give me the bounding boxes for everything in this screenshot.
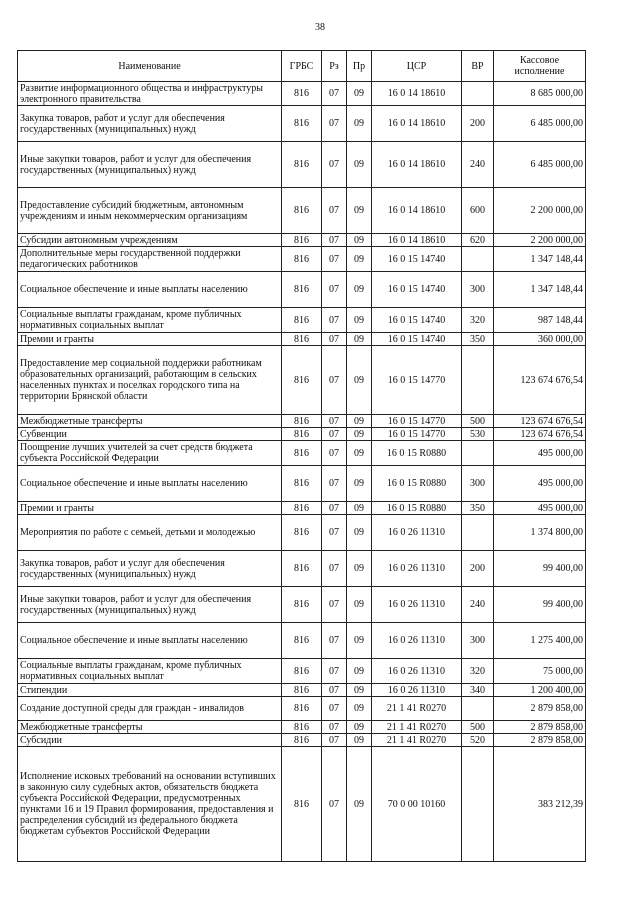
cell-pr: 09 bbox=[347, 721, 372, 734]
cell-amount: 987 148,44 bbox=[494, 308, 586, 333]
cell-pr: 09 bbox=[347, 415, 372, 428]
cell-rz: 07 bbox=[322, 272, 347, 308]
cell-name: Иные закупки товаров, работ и услуг для обеспечения государственных (муниципальных) нужд bbox=[18, 142, 282, 188]
cell-amount: 2 200 000,00 bbox=[494, 188, 586, 234]
cell-name: Дополнительные меры государственной поддержки педагогических работников bbox=[18, 247, 282, 272]
cell-grbs: 816 bbox=[282, 466, 322, 502]
cell-vr bbox=[462, 747, 494, 862]
cell-name: Поощрение лучших учителей за счет средств бюджета субъекта Российской Федерации bbox=[18, 441, 282, 466]
cell-pr: 09 bbox=[347, 106, 372, 142]
cell-csr: 16 0 14 18610 bbox=[372, 188, 462, 234]
cell-amount: 1 200 400,00 bbox=[494, 684, 586, 697]
cell-csr: 16 0 26 11310 bbox=[372, 551, 462, 587]
cell-grbs: 816 bbox=[282, 515, 322, 551]
cell-grbs: 816 bbox=[282, 684, 322, 697]
cell-grbs: 816 bbox=[282, 721, 322, 734]
cell-vr: 500 bbox=[462, 721, 494, 734]
cell-pr: 09 bbox=[347, 441, 372, 466]
cell-vr bbox=[462, 697, 494, 721]
table-header-row bbox=[18, 51, 586, 82]
cell-name: Субсидии bbox=[18, 734, 282, 747]
cell-rz: 07 bbox=[322, 428, 347, 441]
header-name: Наименование bbox=[18, 51, 282, 82]
cell-grbs: 816 bbox=[282, 308, 322, 333]
cell-pr: 09 bbox=[347, 623, 372, 659]
cell-vr: 340 bbox=[462, 684, 494, 697]
cell-csr: 16 0 26 11310 bbox=[372, 659, 462, 684]
cell-vr: 350 bbox=[462, 502, 494, 515]
table-row bbox=[18, 106, 586, 142]
cell-csr: 70 0 00 10160 bbox=[372, 747, 462, 862]
cell-csr: 16 0 26 11310 bbox=[372, 515, 462, 551]
header-grbs: ГРБС bbox=[282, 51, 322, 82]
cell-amount: 2 879 858,00 bbox=[494, 721, 586, 734]
cell-name: Закупка товаров, работ и услуг для обеспечения государственных (муниципальных) нужд bbox=[18, 106, 282, 142]
table-row bbox=[18, 721, 586, 734]
cell-vr: 520 bbox=[462, 734, 494, 747]
cell-csr: 16 0 15 14770 bbox=[372, 428, 462, 441]
cell-pr: 09 bbox=[347, 502, 372, 515]
cell-vr: 300 bbox=[462, 623, 494, 659]
cell-grbs: 816 bbox=[282, 82, 322, 106]
cell-amount: 1 347 148,44 bbox=[494, 247, 586, 272]
cell-name: Социальные выплаты гражданам, кроме публичных нормативных социальных выплат bbox=[18, 659, 282, 684]
cell-csr: 16 0 15 R0880 bbox=[372, 466, 462, 502]
cell-pr: 09 bbox=[347, 684, 372, 697]
table-row bbox=[18, 623, 586, 659]
cell-rz: 07 bbox=[322, 747, 347, 862]
cell-pr: 09 bbox=[347, 272, 372, 308]
cell-rz: 07 bbox=[322, 466, 347, 502]
cell-pr: 09 bbox=[347, 234, 372, 247]
header-pr: Пр bbox=[347, 51, 372, 82]
cell-csr: 16 0 14 18610 bbox=[372, 234, 462, 247]
header-vr: ВР bbox=[462, 51, 494, 82]
cell-name: Стипендии bbox=[18, 684, 282, 697]
cell-csr: 16 0 15 14740 bbox=[372, 247, 462, 272]
cell-csr: 16 0 15 14740 bbox=[372, 272, 462, 308]
cell-name: Закупка товаров, работ и услуг для обеспечения государственных (муниципальных) нужд bbox=[18, 551, 282, 587]
cell-csr: 21 1 41 R0270 bbox=[372, 697, 462, 721]
cell-amount: 1 275 400,00 bbox=[494, 623, 586, 659]
cell-csr: 16 0 15 14740 bbox=[372, 308, 462, 333]
cell-name: Премии и гранты bbox=[18, 502, 282, 515]
header-csr: ЦСР bbox=[372, 51, 462, 82]
cell-csr: 16 0 15 14770 bbox=[372, 415, 462, 428]
cell-rz: 07 bbox=[322, 587, 347, 623]
cell-vr: 620 bbox=[462, 234, 494, 247]
table-row bbox=[18, 188, 586, 234]
table-row bbox=[18, 234, 586, 247]
cell-grbs: 816 bbox=[282, 659, 322, 684]
budget-execution-table bbox=[17, 50, 586, 862]
cell-pr: 09 bbox=[347, 333, 372, 346]
cell-amount: 6 485 000,00 bbox=[494, 106, 586, 142]
cell-vr: 200 bbox=[462, 551, 494, 587]
cell-rz: 07 bbox=[322, 247, 347, 272]
cell-rz: 07 bbox=[322, 415, 347, 428]
cell-rz: 07 bbox=[322, 659, 347, 684]
cell-rz: 07 bbox=[322, 502, 347, 515]
cell-amount: 2 879 858,00 bbox=[494, 697, 586, 721]
cell-vr bbox=[462, 82, 494, 106]
cell-name: Социальное обеспечение и иные выплаты населению bbox=[18, 466, 282, 502]
cell-amount: 1 374 800,00 bbox=[494, 515, 586, 551]
cell-rz: 07 bbox=[322, 308, 347, 333]
cell-pr: 09 bbox=[347, 659, 372, 684]
cell-grbs: 816 bbox=[282, 142, 322, 188]
table-row bbox=[18, 428, 586, 441]
cell-grbs: 816 bbox=[282, 747, 322, 862]
cell-vr bbox=[462, 247, 494, 272]
cell-amount: 495 000,00 bbox=[494, 502, 586, 515]
cell-pr: 09 bbox=[347, 515, 372, 551]
cell-name: Социальное обеспечение и иные выплаты населению bbox=[18, 272, 282, 308]
table-row bbox=[18, 247, 586, 272]
cell-grbs: 816 bbox=[282, 188, 322, 234]
cell-vr: 300 bbox=[462, 466, 494, 502]
cell-grbs: 816 bbox=[282, 551, 322, 587]
cell-vr: 320 bbox=[462, 659, 494, 684]
cell-name: Социальные выплаты гражданам, кроме публичных нормативных социальных выплат bbox=[18, 308, 282, 333]
cell-rz: 07 bbox=[322, 551, 347, 587]
cell-amount: 123 674 676,54 bbox=[494, 346, 586, 415]
cell-pr: 09 bbox=[347, 308, 372, 333]
cell-pr: 09 bbox=[347, 247, 372, 272]
cell-grbs: 816 bbox=[282, 734, 322, 747]
cell-name: Премии и гранты bbox=[18, 333, 282, 346]
cell-pr: 09 bbox=[347, 82, 372, 106]
cell-grbs: 816 bbox=[282, 234, 322, 247]
cell-name: Межбюджетные трансферты bbox=[18, 721, 282, 734]
cell-csr: 16 0 15 R0880 bbox=[372, 441, 462, 466]
cell-pr: 09 bbox=[347, 466, 372, 502]
cell-amount: 99 400,00 bbox=[494, 587, 586, 623]
cell-amount: 75 000,00 bbox=[494, 659, 586, 684]
cell-amount: 360 000,00 bbox=[494, 333, 586, 346]
table-body bbox=[18, 82, 586, 862]
cell-rz: 07 bbox=[322, 721, 347, 734]
cell-grbs: 816 bbox=[282, 333, 322, 346]
table-row bbox=[18, 441, 586, 466]
cell-name: Иные закупки товаров, работ и услуг для обеспечения государственных (муниципальных) нужд bbox=[18, 587, 282, 623]
cell-amount: 383 212,39 bbox=[494, 747, 586, 862]
cell-grbs: 816 bbox=[282, 587, 322, 623]
table-row bbox=[18, 587, 586, 623]
cell-vr bbox=[462, 515, 494, 551]
cell-pr: 09 bbox=[347, 734, 372, 747]
table-row bbox=[18, 551, 586, 587]
cell-grbs: 816 bbox=[282, 697, 322, 721]
cell-pr: 09 bbox=[347, 188, 372, 234]
cell-amount: 495 000,00 bbox=[494, 466, 586, 502]
table-row bbox=[18, 346, 586, 415]
cell-rz: 07 bbox=[322, 684, 347, 697]
cell-name: Предоставление субсидий бюджетным, автономным учреждениям и иным некоммерческим организациям bbox=[18, 188, 282, 234]
cell-pr: 09 bbox=[347, 346, 372, 415]
cell-pr: 09 bbox=[347, 697, 372, 721]
cell-csr: 16 0 14 18610 bbox=[372, 142, 462, 188]
cell-rz: 07 bbox=[322, 142, 347, 188]
cell-amount: 8 685 000,00 bbox=[494, 82, 586, 106]
cell-grbs: 816 bbox=[282, 415, 322, 428]
cell-amount: 123 674 676,54 bbox=[494, 428, 586, 441]
cell-csr: 16 0 15 14770 bbox=[372, 346, 462, 415]
cell-vr bbox=[462, 346, 494, 415]
cell-vr bbox=[462, 441, 494, 466]
table-row bbox=[18, 684, 586, 697]
cell-grbs: 816 bbox=[282, 428, 322, 441]
table-row bbox=[18, 659, 586, 684]
cell-vr: 320 bbox=[462, 308, 494, 333]
cell-csr: 16 0 14 18610 bbox=[372, 82, 462, 106]
cell-csr: 16 0 26 11310 bbox=[372, 587, 462, 623]
table-row bbox=[18, 515, 586, 551]
header-rz: Рз bbox=[322, 51, 347, 82]
table-row bbox=[18, 333, 586, 346]
cell-vr: 500 bbox=[462, 415, 494, 428]
cell-amount: 99 400,00 bbox=[494, 551, 586, 587]
cell-name: Межбюджетные трансферты bbox=[18, 415, 282, 428]
cell-rz: 07 bbox=[322, 734, 347, 747]
table-row bbox=[18, 82, 586, 106]
table-row bbox=[18, 415, 586, 428]
cell-rz: 07 bbox=[322, 234, 347, 247]
cell-name: Предоставление мер социальной поддержки работникам образовательных организаций, работающим в сельских населенных пунктах и поселках городского типа на территории Брянской области bbox=[18, 346, 282, 415]
cell-name: Субсидии автономным учреждениям bbox=[18, 234, 282, 247]
cell-csr: 16 0 14 18610 bbox=[372, 106, 462, 142]
cell-amount: 2 200 000,00 bbox=[494, 234, 586, 247]
cell-pr: 09 bbox=[347, 142, 372, 188]
cell-csr: 21 1 41 R0270 bbox=[372, 734, 462, 747]
table-row bbox=[18, 747, 586, 862]
cell-name: Развитие информационного общества и инфраструктуры электронного правительства bbox=[18, 82, 282, 106]
cell-vr: 600 bbox=[462, 188, 494, 234]
cell-grbs: 816 bbox=[282, 106, 322, 142]
cell-amount: 495 000,00 bbox=[494, 441, 586, 466]
page-number: 38 bbox=[315, 22, 325, 33]
cell-rz: 07 bbox=[322, 82, 347, 106]
cell-pr: 09 bbox=[347, 551, 372, 587]
table-row bbox=[18, 308, 586, 333]
cell-amount: 123 674 676,54 bbox=[494, 415, 586, 428]
cell-grbs: 816 bbox=[282, 502, 322, 515]
cell-csr: 16 0 15 R0880 bbox=[372, 502, 462, 515]
cell-vr: 530 bbox=[462, 428, 494, 441]
cell-vr: 300 bbox=[462, 272, 494, 308]
cell-csr: 21 1 41 R0270 bbox=[372, 721, 462, 734]
cell-rz: 07 bbox=[322, 441, 347, 466]
table-row bbox=[18, 502, 586, 515]
table-row bbox=[18, 734, 586, 747]
table-row bbox=[18, 272, 586, 308]
table-row bbox=[18, 466, 586, 502]
cell-vr: 200 bbox=[462, 106, 494, 142]
cell-grbs: 816 bbox=[282, 247, 322, 272]
cell-name: Мероприятия по работе с семьей, детьми и молодежью bbox=[18, 515, 282, 551]
cell-name: Исполнение исковых требований на основании вступивших в законную силу судебных актов, обязательств бюджета субъекта Российской Федерации, предусмотренных пунктами 16 и 19 Правил формирования, предоставления и распределения субсидий из федерального бюджета бюджетам субъектов Российской Федерации bbox=[18, 747, 282, 862]
cell-rz: 07 bbox=[322, 623, 347, 659]
cell-name: Создание доступной среды для граждан - инвалидов bbox=[18, 697, 282, 721]
cell-csr: 16 0 15 14740 bbox=[372, 333, 462, 346]
cell-vr: 240 bbox=[462, 142, 494, 188]
header-cash-execution: Кассовое исполнение bbox=[494, 51, 586, 82]
cell-rz: 07 bbox=[322, 346, 347, 415]
cell-vr: 240 bbox=[462, 587, 494, 623]
cell-grbs: 816 bbox=[282, 441, 322, 466]
cell-csr: 16 0 26 11310 bbox=[372, 623, 462, 659]
table-row bbox=[18, 697, 586, 721]
cell-amount: 2 879 858,00 bbox=[494, 734, 586, 747]
cell-vr: 350 bbox=[462, 333, 494, 346]
cell-csr: 16 0 26 11310 bbox=[372, 684, 462, 697]
cell-rz: 07 bbox=[322, 333, 347, 346]
cell-name: Субвенции bbox=[18, 428, 282, 441]
cell-amount: 6 485 000,00 bbox=[494, 142, 586, 188]
cell-rz: 07 bbox=[322, 515, 347, 551]
cell-rz: 07 bbox=[322, 697, 347, 721]
cell-amount: 1 347 148,44 bbox=[494, 272, 586, 308]
cell-grbs: 816 bbox=[282, 346, 322, 415]
cell-grbs: 816 bbox=[282, 272, 322, 308]
cell-pr: 09 bbox=[347, 587, 372, 623]
table-row bbox=[18, 142, 586, 188]
cell-name: Социальное обеспечение и иные выплаты населению bbox=[18, 623, 282, 659]
cell-rz: 07 bbox=[322, 188, 347, 234]
cell-grbs: 816 bbox=[282, 623, 322, 659]
cell-pr: 09 bbox=[347, 747, 372, 862]
cell-pr: 09 bbox=[347, 428, 372, 441]
cell-rz: 07 bbox=[322, 106, 347, 142]
